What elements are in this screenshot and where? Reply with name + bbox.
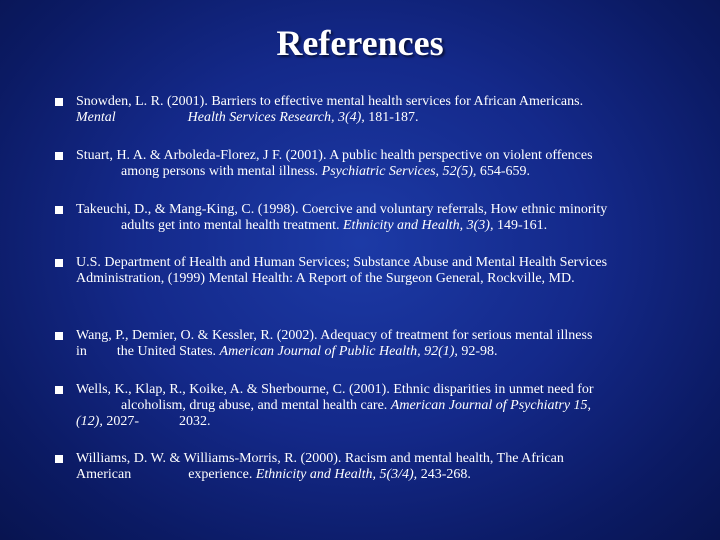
square-bullet-icon [55,152,63,160]
reference-text [76,451,696,483]
reference-line [76,218,696,234]
reference-line [76,344,696,360]
square-bullet-icon [55,206,63,214]
reference-text [76,382,696,430]
journal-name: Ethnicity and Health, 3(3), [343,218,494,233]
journal-name: Ethnicity and Health, 5(3/4), [255,467,418,482]
title-text: experience. [188,467,256,482]
reference-line: Stuart, H. A. & Arboleda-Florez, J F. (2001). A public health perspective on violent offences [76,148,593,163]
reference-line: Takeuchi, D., & Mang-King, C. (1998). Coercive and voluntary referrals, How ethnic minority [76,202,608,217]
reference-text [76,148,696,180]
journal-name: American Journal of Public Health, 92(1), [219,344,458,359]
title-text: adults get into mental health treatment. [121,218,343,233]
reference-item [55,328,705,360]
journal-name: Mental [76,110,116,125]
square-bullet-icon [55,386,63,394]
square-bullet-icon [55,332,63,340]
reference-item [55,451,705,483]
line-text: American [76,467,132,482]
pages-text: 654-659. [476,164,531,179]
reference-line [76,398,696,414]
pages-text: 92-98. [457,344,498,359]
journal-name: Health Services Research, 3(4), [187,110,365,125]
reference-item [55,94,705,126]
square-bullet-icon [55,455,63,463]
reference-item [55,255,705,287]
square-bullet-icon [55,98,63,106]
title-text: among persons with mental illness. [121,164,322,179]
reference-text [76,328,696,360]
pages-text: 149-161. [493,218,548,233]
journal-issue: (12), [76,414,103,429]
reference-line [76,414,696,430]
line-text: in [76,344,87,359]
reference-line: Williams, D. W. & Williams-Morris, R. (2000). Racism and mental health, The African [76,451,564,466]
reference-text [76,202,696,234]
pages-text: 2032. [179,414,211,429]
reference-item [55,202,705,234]
pages-text: 2027- [102,414,139,429]
reference-item [55,148,705,180]
reference-line: Administration, (1999) Mental Health: A Report of the Surgeon General, Rockville, MD. [76,271,575,286]
reference-text [76,255,696,287]
square-bullet-icon [55,259,63,267]
reference-line [76,164,696,180]
reference-text [76,94,696,126]
title-text: the United States. [116,344,220,359]
pages-text: 181-187. [364,110,419,125]
reference-line: U.S. Department of Health and Human Services; Substance Abuse and Mental Health Services [76,255,608,270]
reference-item [55,382,705,430]
journal-name: Psychiatric Services, 52(5), [321,164,477,179]
title-text: alcoholism, drug abuse, and mental health care. [121,398,391,413]
reference-line: Snowden, L. R. (2001). Barriers to effective mental health services for African Americans. [76,94,584,109]
slide-title: References [276,23,444,63]
pages-text: 243-268. [417,467,471,482]
reference-line: Wang, P., Demier, O. & Kessler, R. (2002). Adequacy of treatment for serious mental illness [76,328,593,343]
journal-name: American Journal of Psychiatry 15, [390,398,592,413]
reference-line [76,467,696,483]
reference-line [76,110,696,126]
reference-line: Wells, K., Klap, R., Koike, A. & Sherbourne, C. (2001). Ethnic disparities in unmet need for [76,382,594,397]
